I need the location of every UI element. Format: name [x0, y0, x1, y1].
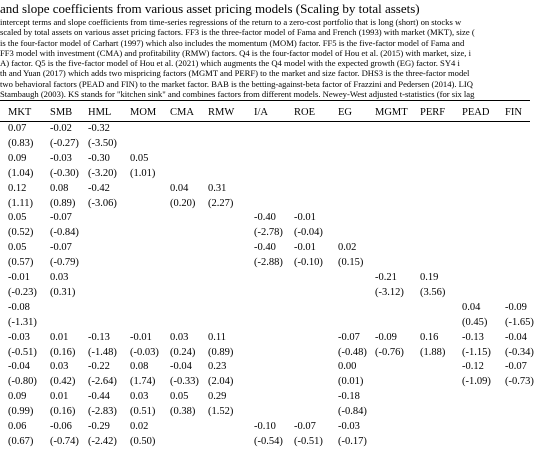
table-cell: (-0.76) [375, 346, 404, 358]
table-cell: -0.04 [505, 331, 527, 343]
table-cell: -0.32 [88, 123, 110, 134]
table-cell: (-1.09) [462, 376, 491, 388]
table-cell: -0.42 [88, 182, 110, 194]
column-header: I/A [254, 107, 268, 118]
table-cell: (0.45) [462, 316, 488, 328]
table-cell: -0.07 [338, 331, 360, 343]
table-cell: -0.13 [462, 331, 484, 343]
table-cell: 0.07 [8, 123, 27, 134]
table-cell: 0.01 [50, 331, 69, 343]
table-cell: (-2.88) [254, 257, 283, 269]
table-cell: -0.40 [254, 242, 276, 254]
caption-line: intercept terms and slope coefficients from time-series regressions of the return to a zero-cost portfolio that is long (short) on stocks w [0, 17, 462, 27]
table-cell: (0.01) [338, 376, 364, 388]
table-cell: -0.02 [50, 123, 72, 134]
table-cell: (0.38) [170, 406, 196, 418]
table-cell: (1.11) [8, 197, 33, 209]
table-cell: (0.89) [50, 197, 76, 209]
table-cell: (-3.50) [88, 137, 117, 149]
caption-line: th and Yuan (2017) which adds two mispricing factors (MGMT and PERF) to the market and size factor. DHS3 is the three-factor model [0, 68, 470, 79]
table-cell: -0.44 [88, 391, 110, 403]
column-header: PEAD [462, 107, 490, 118]
table-cell: (-0.84) [50, 227, 79, 239]
column-header: ROE [294, 107, 315, 118]
column-header: SMB [50, 107, 73, 118]
table-cell: (-3.12) [375, 286, 404, 298]
table-cell: -0.03 [338, 421, 360, 432]
table-cell: -0.40 [254, 212, 276, 224]
table-cell: (-3.06) [88, 197, 117, 209]
caption-line: FF3 model with investment (CMA) and profitability (RMW) factors. Q4 is the four-factor model of Hou et al. (2015) with market, size, i [0, 47, 471, 58]
table-cell: -0.12 [462, 361, 484, 373]
table-title: and slope coefficients from various asset pricing models (Scaling by total assets) [0, 1, 420, 16]
table-cell: (-0.34) [505, 346, 534, 358]
table-cell: (-1.48) [88, 346, 117, 358]
table-cell: (0.67) [8, 435, 34, 447]
table-cell: -0.10 [254, 421, 276, 432]
table-cell: (0.52) [8, 227, 34, 239]
table-cell: (1.52) [208, 406, 234, 418]
table-cell: (-0.30) [50, 167, 79, 179]
table-cell: -0.22 [88, 361, 110, 373]
column-header: EG [338, 107, 352, 118]
table-cell: -0.07 [50, 212, 72, 224]
column-header: MKT [8, 107, 32, 118]
table-cell: (-0.79) [50, 257, 79, 269]
table-cell: (0.83) [8, 137, 34, 149]
table-cell: (-0.54) [254, 435, 283, 447]
table-cell: -0.01 [8, 272, 30, 283]
table-cell: (-2.78) [254, 227, 283, 239]
table-cell: 0.16 [420, 331, 439, 343]
table-cell: -0.13 [88, 331, 110, 343]
table-cell: 0.06 [8, 421, 27, 432]
table-cell: 0.05 [170, 391, 189, 403]
table-cell: (0.51) [130, 406, 156, 418]
table-cell: (-2.83) [88, 406, 117, 418]
column-header: HML [88, 107, 112, 118]
table-cell: (0.99) [8, 406, 34, 418]
table-cell: (0.42) [50, 376, 76, 388]
column-header: CMA [170, 107, 194, 118]
table-cell: (-0.03) [130, 346, 159, 358]
table-cell: 0.05 [130, 152, 149, 164]
table-cell: (-0.23) [8, 286, 37, 298]
table-cell: -0.06 [50, 421, 72, 432]
table-cell: (-1.15) [462, 346, 491, 358]
table-cell: (-0.80) [8, 376, 37, 388]
table-cell: (-3.20) [88, 167, 117, 179]
caption-line: scaled by total assets on various asset pricing factors. FF3 is the three-factor model of Fama and French (1993) with market (MKT), size ( [0, 27, 475, 38]
caption-line: Stambaugh (2003). KS stands for "kitchen sink" and combines factors from different models. Newey-West adjusted t-statistics (for six lag [0, 89, 475, 100]
table-cell: (0.24) [170, 346, 196, 358]
table-cell: -0.04 [170, 361, 192, 373]
header-rule [0, 121, 530, 122]
table-cell: (0.15) [338, 257, 364, 269]
table-cell: -0.29 [88, 421, 110, 432]
table-cell: -0.03 [8, 331, 30, 343]
table-cell: 0.03 [50, 272, 69, 283]
column-header: MGMT [375, 107, 408, 118]
table-cell: (0.50) [130, 435, 156, 447]
column-header: MOM [130, 107, 157, 118]
table-cell: (-2.42) [88, 435, 117, 447]
table-cell: 0.04 [170, 182, 189, 194]
table-cell: (-1.65) [505, 316, 534, 328]
table-cell: 0.19 [420, 272, 439, 283]
column-header: RMW [208, 107, 235, 118]
table-cell: 0.29 [208, 391, 227, 403]
table-cell: 0.11 [208, 331, 226, 343]
table-cell: -0.03 [50, 152, 72, 164]
column-header: FIN [505, 107, 522, 118]
table-cell: -0.08 [8, 301, 30, 313]
table-cell: (0.20) [170, 197, 196, 209]
table-cell: 0.31 [208, 182, 227, 194]
table-cell: (0.31) [50, 286, 76, 298]
table-cell: (0.16) [50, 346, 76, 358]
table-cell: (-0.17) [338, 435, 367, 447]
table-cell: 0.05 [8, 242, 27, 254]
table-cell: (0.89) [208, 346, 234, 358]
table-cell: (-0.27) [50, 137, 79, 149]
table-cell: 0.05 [8, 212, 27, 224]
column-header: PERF [420, 107, 446, 118]
table-cell: -0.01 [294, 242, 316, 254]
table-cell: -0.07 [50, 242, 72, 254]
table-cell: 0.04 [462, 301, 481, 313]
table-caption [0, 17, 560, 99]
table-cell: -0.30 [88, 152, 110, 164]
table-cell: 0.03 [170, 331, 189, 343]
table-cell: (0.16) [50, 406, 76, 418]
table-cell: (-0.51) [294, 435, 323, 447]
table-cell: 0.00 [338, 361, 357, 373]
top-rule [0, 100, 530, 101]
table-cell: (-1.31) [8, 316, 37, 328]
table-cell: (0.57) [8, 257, 34, 269]
table-cell: (-2.64) [88, 376, 117, 388]
table-cell: (2.04) [208, 376, 234, 388]
table-cell: 0.09 [8, 391, 27, 403]
table-cell: -0.09 [375, 331, 397, 343]
table-cell: 0.08 [50, 182, 69, 194]
caption-line: two behavioral factors (PEAD and FIN) to the market factor. BAB is the betting-against-beta factor of Frazzini and Pedersen (2014). LIQ [0, 78, 473, 89]
table-cell: (-0.48) [338, 346, 367, 358]
table-cell: -0.09 [505, 301, 527, 313]
table-cell: -0.01 [294, 212, 316, 224]
table-cell: 0.03 [50, 361, 69, 373]
table-cell: -0.07 [505, 361, 527, 373]
table-cell: 0.09 [8, 152, 27, 164]
table-cell: (-0.84) [338, 406, 367, 418]
table-cell: 0.02 [130, 421, 149, 432]
table-cell: (1.04) [8, 167, 34, 179]
table-cell: -0.21 [375, 272, 397, 283]
table-cell: (-0.10) [294, 257, 323, 269]
table-cell: 0.12 [8, 182, 27, 194]
table-cell: 0.03 [130, 391, 149, 403]
table-cell: 0.02 [338, 242, 357, 254]
table-cell: 0.23 [208, 361, 227, 373]
caption-line: is the four-factor model of Carhart (1997) which also includes the momentum (MOM) factor. FF5 is the five-factor model of Fama and [0, 37, 465, 48]
table-cell: 0.01 [50, 391, 69, 403]
table-cell: (-0.74) [50, 435, 79, 447]
caption-line: A) factor. Q5 is the five-factor model of Hou et al. (2021) which augments the Q4 model with the expected growth (EG) factor. SY4 i [0, 58, 460, 69]
table-cell: -0.04 [8, 361, 30, 373]
table-cell: -0.01 [130, 331, 152, 343]
table-cell: -0.07 [294, 421, 316, 432]
header-row [0, 106, 530, 120]
table-cell: (1.01) [130, 167, 156, 179]
table-cell: (-0.33) [170, 376, 199, 388]
table-cell: (-0.04) [294, 227, 323, 239]
table-cell: (-0.73) [505, 376, 534, 388]
table-cell: (-0.51) [8, 346, 37, 358]
table-cell: (3.56) [420, 286, 446, 298]
table-cell: (1.74) [130, 376, 156, 388]
table-cell: (2.27) [208, 197, 234, 209]
table-cell: 0.08 [130, 361, 149, 373]
table-cell: (1.88) [420, 346, 446, 358]
table-cell: -0.18 [338, 391, 360, 403]
